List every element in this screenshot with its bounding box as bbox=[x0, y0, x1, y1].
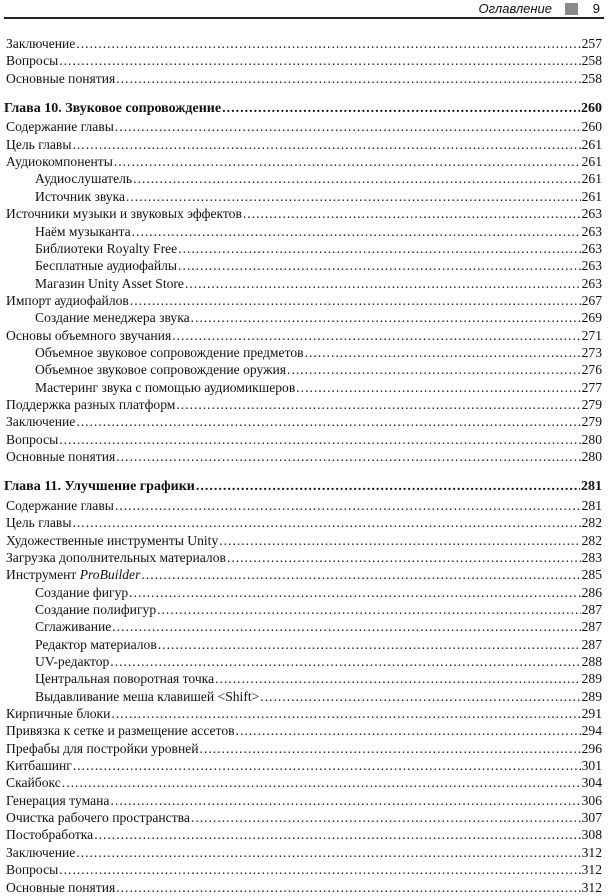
toc-dot-leader bbox=[260, 688, 580, 705]
toc-entry[interactable] bbox=[0, 240, 608, 257]
toc-entry-title: Источник звука bbox=[35, 188, 125, 204]
toc-dot-leader bbox=[130, 292, 581, 309]
toc-page-number: 291 bbox=[581, 706, 602, 721]
toc-entry[interactable] bbox=[0, 861, 608, 878]
toc-entry[interactable] bbox=[0, 792, 608, 809]
toc-entry-title: Поддержка разных платформ bbox=[6, 397, 176, 412]
toc-dot-leader bbox=[73, 136, 581, 153]
toc-page-number: 263 bbox=[581, 206, 602, 222]
toc-dot-leader bbox=[305, 344, 581, 361]
toc-page-number: 271 bbox=[581, 327, 602, 343]
toc-entry[interactable] bbox=[0, 327, 608, 344]
toc-dot-leader bbox=[116, 448, 580, 465]
toc-dot-leader bbox=[178, 240, 580, 257]
toc-dot-leader bbox=[196, 478, 580, 495]
toc-page-number: 267 bbox=[581, 292, 602, 308]
toc-dot-leader bbox=[110, 792, 580, 809]
toc-entry[interactable] bbox=[0, 826, 608, 843]
toc-dot-leader bbox=[185, 275, 581, 292]
toc-page-number: 258 bbox=[581, 53, 602, 69]
toc-entry-title: Содержание главы bbox=[6, 497, 114, 513]
toc-dot-leader bbox=[176, 396, 580, 413]
toc-entry[interactable] bbox=[0, 448, 608, 465]
toc-entry[interactable] bbox=[0, 566, 608, 583]
toc-dot-leader bbox=[133, 170, 580, 187]
toc-entry[interactable] bbox=[0, 514, 608, 531]
toc-entry-title: Источники музыки и звуковых эффектов bbox=[6, 206, 242, 222]
toc-entry[interactable] bbox=[0, 601, 608, 618]
toc-page-number: 263 bbox=[581, 240, 602, 256]
toc-entry[interactable] bbox=[0, 205, 608, 222]
toc-page-number: 261 bbox=[581, 136, 602, 152]
toc-entry-title: Заключение bbox=[6, 36, 76, 51]
toc-entry-title: Основные понятия bbox=[6, 879, 116, 895]
toc-entry-title: Префабы для постройки уровней bbox=[6, 740, 199, 756]
toc-entry[interactable] bbox=[0, 705, 608, 722]
toc-page-number: 263 bbox=[581, 275, 602, 291]
toc-dot-leader bbox=[73, 757, 581, 774]
toc-entry-title: Китбашинг bbox=[6, 758, 72, 773]
toc-dot-leader bbox=[62, 774, 581, 791]
toc-entry-title: Редактор материалов bbox=[35, 636, 157, 652]
toc-page-number: 280 bbox=[581, 431, 602, 447]
toc-entry-title: Аудиокомпоненты bbox=[6, 154, 113, 170]
toc-entry-title: Создание менеджера звука bbox=[35, 310, 190, 326]
toc-dot-leader bbox=[287, 361, 581, 378]
toc-dot-leader bbox=[116, 70, 580, 87]
toc-entry[interactable] bbox=[0, 618, 608, 635]
toc-entry-title: Очистка рабочего пространства bbox=[6, 810, 190, 826]
toc-page-number: 279 bbox=[581, 397, 602, 412]
toc-entry[interactable] bbox=[0, 361, 608, 378]
toc-entry-title: Основные понятия bbox=[6, 449, 116, 465]
toc-dot-leader bbox=[296, 379, 580, 396]
toc-entry[interactable] bbox=[0, 413, 608, 430]
toc-dot-leader bbox=[215, 670, 581, 687]
toc-entry[interactable] bbox=[0, 136, 608, 153]
toc-entry[interactable] bbox=[0, 532, 608, 549]
toc-page-number: 258 bbox=[581, 70, 602, 86]
running-title: Оглавление bbox=[478, 1, 552, 16]
toc-page-number: 289 bbox=[581, 688, 602, 704]
toc-entry[interactable] bbox=[0, 584, 608, 601]
toc-entry-title: Цель главы bbox=[6, 515, 72, 531]
toc-entry-title-italic: ProBuilder bbox=[79, 567, 141, 583]
toc-entry-title: Объемное звуковое сопровождение оружия bbox=[35, 362, 287, 378]
toc-page-number: 312 bbox=[581, 844, 602, 860]
toc-page-number: 260 bbox=[581, 101, 602, 117]
toc-entry-title: Основы объемного звучания bbox=[6, 327, 172, 343]
toc-entry-title: Художественные инструменты Unity bbox=[6, 532, 219, 548]
toc-dot-leader bbox=[76, 35, 580, 52]
toc-entry[interactable] bbox=[0, 653, 608, 670]
toc-page-number: 281 bbox=[581, 479, 602, 495]
toc-page-number: 289 bbox=[581, 671, 602, 687]
toc-entry[interactable] bbox=[0, 52, 608, 69]
toc-dot-leader bbox=[132, 223, 581, 240]
toc-entry-title: Вопросы bbox=[6, 431, 59, 447]
toc-entry-title: Центральная поворотная точка bbox=[35, 671, 215, 687]
toc-dot-leader bbox=[141, 566, 580, 583]
toc-dot-leader bbox=[115, 497, 581, 514]
toc-entry[interactable] bbox=[0, 379, 608, 396]
toc-dot-leader bbox=[227, 549, 581, 566]
toc-entry-title: Инструмент ProBuilder bbox=[6, 567, 141, 583]
toc-entry[interactable] bbox=[0, 35, 608, 52]
toc-page-number: 287 bbox=[581, 601, 602, 617]
toc-page-number: 308 bbox=[581, 827, 602, 843]
toc-entry-title: Основные понятия bbox=[6, 70, 116, 86]
toc-page-number: 261 bbox=[581, 154, 602, 170]
toc-entry[interactable] bbox=[0, 153, 608, 170]
toc-dot-leader bbox=[243, 205, 581, 222]
toc-entry-title: Мастеринг звука с помощью аудиомикшеров bbox=[35, 379, 296, 395]
toc-entry-title: Выдавливание меша клавишей <Shift> bbox=[35, 688, 260, 704]
toc-entry-title: Сглаживание bbox=[35, 619, 112, 635]
toc-dot-leader bbox=[114, 153, 581, 170]
toc-dot-leader bbox=[76, 413, 580, 430]
toc-entry[interactable] bbox=[0, 688, 608, 705]
toc-entry-title: Создание полифигур bbox=[35, 601, 157, 617]
toc-entry-title: Бесплатные аудиофайлы bbox=[35, 258, 178, 274]
toc-page-number: 281 bbox=[581, 497, 602, 513]
toc-entry-title: Глава 10. Звуковое сопровождение bbox=[4, 101, 222, 117]
toc-page-number: 288 bbox=[581, 653, 602, 669]
toc-page-number: 261 bbox=[581, 171, 602, 187]
toc-entry-title: Магазин Unity Asset Store bbox=[35, 275, 184, 291]
toc-page-number: 263 bbox=[581, 258, 602, 274]
toc-chapter-heading[interactable] bbox=[0, 100, 608, 117]
toc-entry[interactable] bbox=[0, 670, 608, 687]
toc-dot-leader bbox=[94, 826, 580, 843]
toc-entry[interactable] bbox=[0, 774, 608, 791]
toc-page-number: 282 bbox=[581, 515, 602, 531]
toc-page-number: 282 bbox=[581, 532, 602, 548]
toc-dot-leader bbox=[59, 52, 580, 69]
toc-page-number: 261 bbox=[581, 188, 602, 204]
toc-entry-title: Генерация тумана bbox=[6, 792, 110, 808]
toc-dot-leader bbox=[59, 431, 580, 448]
toc-entry-title: Импорт аудиофайлов bbox=[6, 292, 129, 308]
toc-entry[interactable] bbox=[0, 292, 608, 309]
toc-dot-leader bbox=[59, 861, 580, 878]
toc-entry[interactable] bbox=[0, 70, 608, 87]
toc-page-number: 286 bbox=[581, 584, 602, 600]
toc-entry[interactable] bbox=[0, 497, 608, 514]
header-page-number: 9 bbox=[592, 1, 600, 16]
toc-dot-leader bbox=[116, 879, 580, 896]
toc-entry-title: Кирпичные блоки bbox=[6, 706, 111, 721]
toc-entry[interactable] bbox=[0, 257, 608, 274]
toc-dot-leader bbox=[222, 100, 580, 117]
toc-dot-leader bbox=[200, 740, 581, 757]
toc-entry[interactable] bbox=[0, 188, 608, 205]
toc-entry-title: Аудиослушатель bbox=[35, 171, 133, 187]
toc-dot-leader bbox=[111, 705, 580, 722]
toc-entry-title: Наём музыканта bbox=[35, 223, 131, 239]
toc-entry[interactable] bbox=[0, 170, 608, 187]
toc-page-number: 285 bbox=[581, 567, 602, 583]
toc-entry[interactable] bbox=[0, 118, 608, 135]
toc-page-number: 260 bbox=[581, 119, 602, 135]
toc-page-number: 269 bbox=[581, 310, 602, 326]
toc-entry[interactable] bbox=[0, 740, 608, 757]
toc-page-number: 296 bbox=[581, 740, 602, 756]
toc-page-number: 307 bbox=[581, 810, 602, 826]
toc-entry[interactable] bbox=[0, 636, 608, 653]
toc-chapter-heading[interactable] bbox=[0, 478, 608, 495]
toc-dot-leader bbox=[129, 584, 580, 601]
toc-page-number: 312 bbox=[581, 862, 602, 878]
toc-page-number: 312 bbox=[581, 879, 602, 895]
toc-page-number: 287 bbox=[581, 636, 602, 652]
toc-entry[interactable] bbox=[0, 344, 608, 361]
toc-entry[interactable] bbox=[0, 844, 608, 861]
toc-entry-title: Цель главы bbox=[6, 136, 72, 152]
toc-entry[interactable] bbox=[0, 757, 608, 774]
toc-entry-title: Содержание главы bbox=[6, 119, 114, 135]
toc-entry-title: Библиотеки Royalty Free bbox=[35, 240, 178, 256]
toc-entry-title: Скайбокс bbox=[6, 775, 61, 791]
toc-page-number: 294 bbox=[581, 723, 602, 739]
toc-dot-leader bbox=[112, 618, 580, 635]
toc-entry[interactable] bbox=[0, 223, 608, 240]
toc-dot-leader bbox=[236, 722, 581, 739]
toc-entry[interactable] bbox=[0, 396, 608, 413]
toc-dot-leader bbox=[76, 844, 580, 861]
toc-entry[interactable] bbox=[0, 431, 608, 448]
toc-page-number: 306 bbox=[581, 792, 602, 808]
toc-entry-title: Заключение bbox=[6, 414, 76, 430]
toc-entry-title: Вопросы bbox=[6, 53, 59, 69]
toc-entry-title: Объемное звуковое сопровождение предметов bbox=[35, 345, 304, 360]
toc-entry[interactable] bbox=[0, 879, 608, 896]
toc-entry-title: Создание фигур bbox=[35, 584, 129, 600]
toc-entry[interactable] bbox=[0, 549, 608, 566]
toc-entry[interactable] bbox=[0, 275, 608, 292]
toc-entry[interactable] bbox=[0, 309, 608, 326]
toc-page-number: 279 bbox=[581, 414, 602, 430]
toc-dot-leader bbox=[191, 809, 581, 826]
toc-page-number: 304 bbox=[581, 775, 602, 791]
toc-dot-leader bbox=[73, 514, 581, 531]
toc-page-number: 283 bbox=[581, 549, 602, 565]
toc-page-number: 277 bbox=[581, 379, 602, 395]
toc-entry-title: Глава 11. Улучшение графики bbox=[4, 479, 195, 495]
toc-page-number: 257 bbox=[581, 36, 602, 51]
toc-entry-title: UV-редактор bbox=[35, 653, 110, 669]
toc-dot-leader bbox=[110, 653, 580, 670]
toc-page-number: 273 bbox=[581, 345, 602, 360]
toc-dot-leader bbox=[219, 532, 580, 549]
toc-page-number: 301 bbox=[581, 758, 602, 773]
toc-entry-title: Заключение bbox=[6, 844, 76, 860]
toc-page-number: 263 bbox=[581, 223, 602, 239]
toc-entry-title: Постобработка bbox=[6, 827, 94, 843]
toc-dot-leader bbox=[115, 118, 581, 135]
toc-dot-leader bbox=[191, 309, 581, 326]
toc-entry[interactable] bbox=[0, 722, 608, 739]
toc-dot-leader bbox=[158, 636, 581, 653]
toc-dot-leader bbox=[126, 188, 581, 205]
toc-page-number: 276 bbox=[581, 362, 602, 378]
toc-entry-title: Вопросы bbox=[6, 862, 59, 878]
toc-dot-leader bbox=[157, 601, 580, 618]
toc-page-number: 280 bbox=[581, 449, 602, 465]
toc-entry[interactable] bbox=[0, 809, 608, 826]
toc-entry-title: Привязка к сетке и размещение ассетов bbox=[6, 723, 235, 739]
toc-page-number: 287 bbox=[581, 619, 602, 635]
toc-dot-leader bbox=[172, 327, 580, 344]
toc-dot-leader bbox=[178, 257, 581, 274]
toc-entry-title: Загрузка дополнительных материалов bbox=[6, 549, 226, 565]
